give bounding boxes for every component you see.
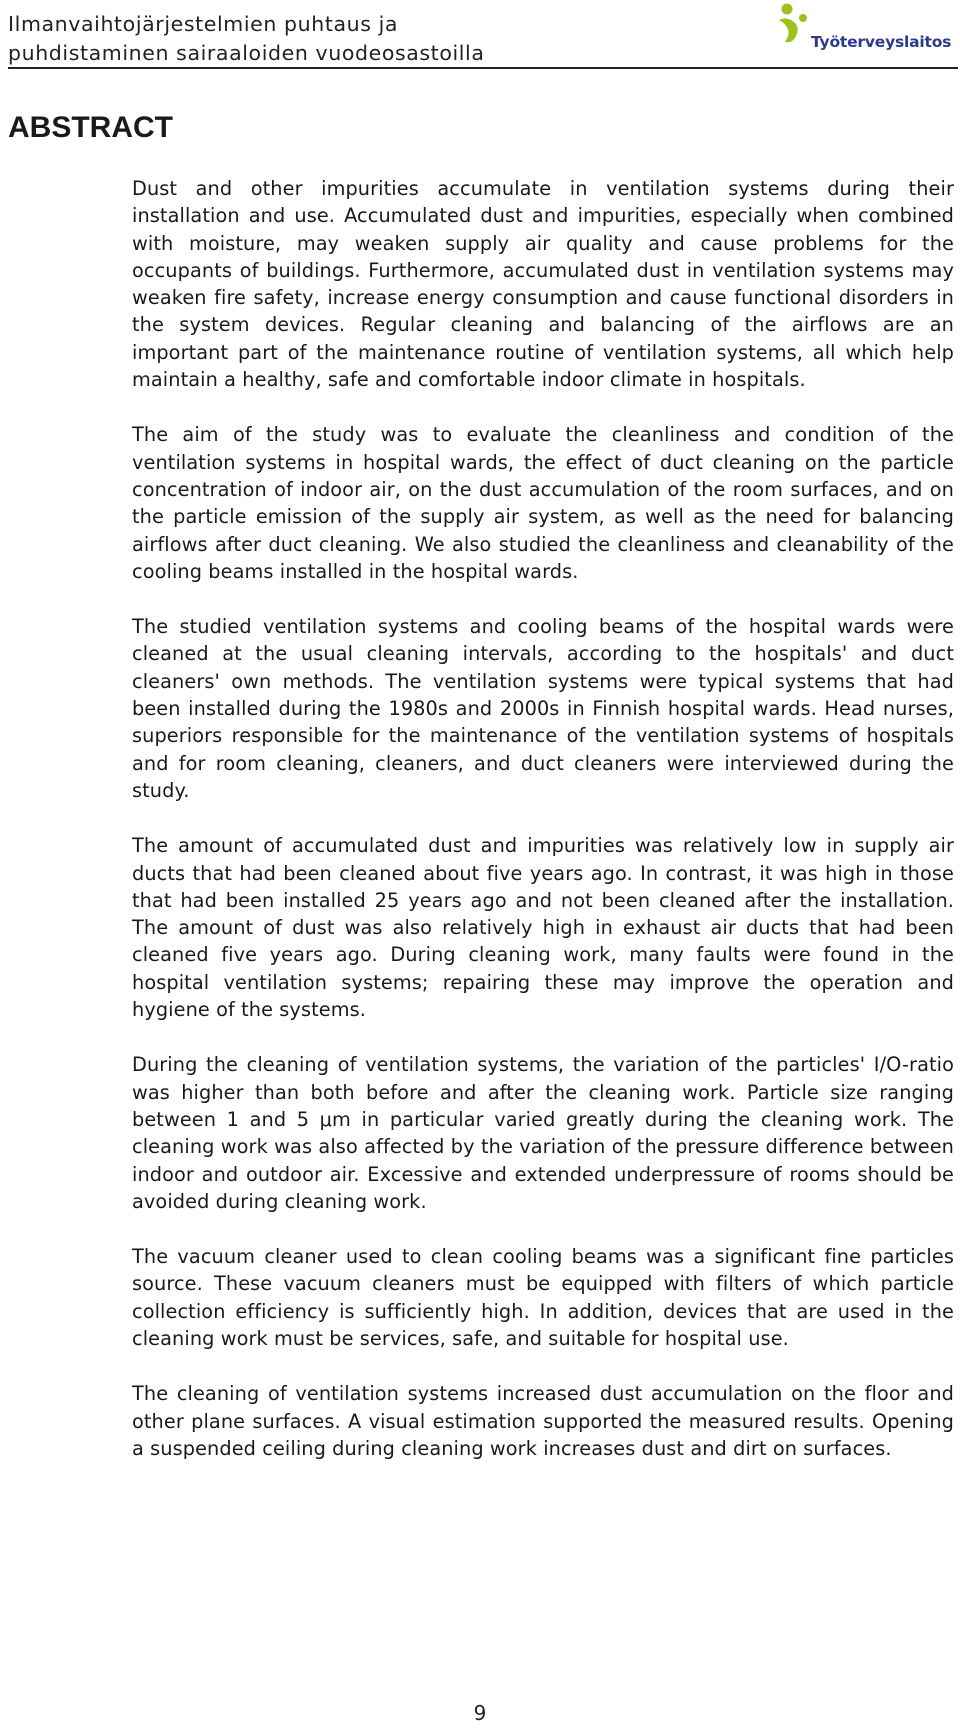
- paragraph-3: The studied ventilation systems and cooling beams of the hospital wards were cleaned at the usual cleaning intervals, according to the hospitals' and duct cleaners' own methods. The ventilation systems were typical systems that had been installed during the 1980s and 2000s in Finnish hospital wards. Head nurses, superiors responsible for the maintenance of the ventilation systems of hospitals and for room cleaning, cleaners, and duct cleaners were interviewed during the study.: [132, 615, 954, 802]
- paragraph-2: The aim of the study was to evaluate the cleanliness and condition of the ventilation systems in hospital wards, the effect of duct cleaning on the particle concentration of indoor air, on the dust accumulation of the room surfaces, and on the particle emission of the supply air system, as well as the need for balancing airflows after duct cleaning. We also studied the cleanliness and cleanability of the cooling beams installed in the hospital wards.: [132, 423, 954, 583]
- page-number: 9: [473, 1701, 487, 1725]
- page-header: [0, 0, 960, 70]
- abstract-text: [132, 175, 954, 1490]
- paragraph-7: The cleaning of ventilation systems increased dust accumulation on the floor and other plane surfaces. A visual estimation supported the measured results. Opening a suspended ceiling during cleaning work increases dust and dirt on surfaces.: [132, 1382, 954, 1460]
- ttl-logo: [776, 2, 956, 60]
- logo-text: Työterveyslaitos: [811, 33, 952, 51]
- paragraph-4: The amount of accumulated dust and impurities was relatively low in supply air ducts that had been cleaned about five years ago. In contrast, it was high in those that had been installed 25 years ago and not been cleaned after the installation. The amount of dust was also relatively high in exhaust air ducts that had been cleaned five years ago. During cleaning work, many faults were found in the hospital ventilation systems; repairing these may improve the operation and hygiene of the systems.: [132, 834, 954, 1022]
- paragraph-5: During the cleaning of ventilation systems, the variation of the particles' I/O-ratio was higher than both before and after the cleaning work. Particle size ranging between 1 and 5 μm in particular varied greatly during the cleaning work. The cleaning work was also affected by the variation of the pressure difference between indoor and outdoor air. Excessive and extended underpressure of rooms should be avoided during cleaning work.: [132, 1053, 954, 1213]
- header-divider: [8, 67, 958, 69]
- paragraph-6: The vacuum cleaner used to clean cooling beams was a significant fine particles source. These vacuum cleaners must be equipped with filters of which particle collection efficiency is sufficiently high. In addition, devices that are used in the cleaning work must be services, safe, and suitable for hospital use.: [132, 1245, 954, 1350]
- ttl-logo-icon: [776, 2, 816, 46]
- abstract-heading: ABSTRACT: [8, 111, 173, 144]
- header-title: [8, 10, 485, 68]
- header-title-line-1: Ilmanvaihtojärjestelmien puhtaus ja: [8, 12, 399, 36]
- paragraph-1: Dust and other impurities accumulate in ventilation systems during their installation and use. Accumulated dust and impurities, especially when combined with moisture, may weaken supply air quality and cause problems for the occupants of buildings. Furthermore, accumulated dust in ventilation systems may weaken fire safety, increase energy consumption and cause functional disorders in the system devices. Regular cleaning and balancing of the airflows are an important part of the maintenance routine of ventilation systems, all which help maintain a healthy, safe and comfortable indoor climate in hospitals.: [132, 177, 954, 392]
- header-title-line-2: puhdistaminen sairaaloiden vuodeosastoilla: [8, 41, 485, 65]
